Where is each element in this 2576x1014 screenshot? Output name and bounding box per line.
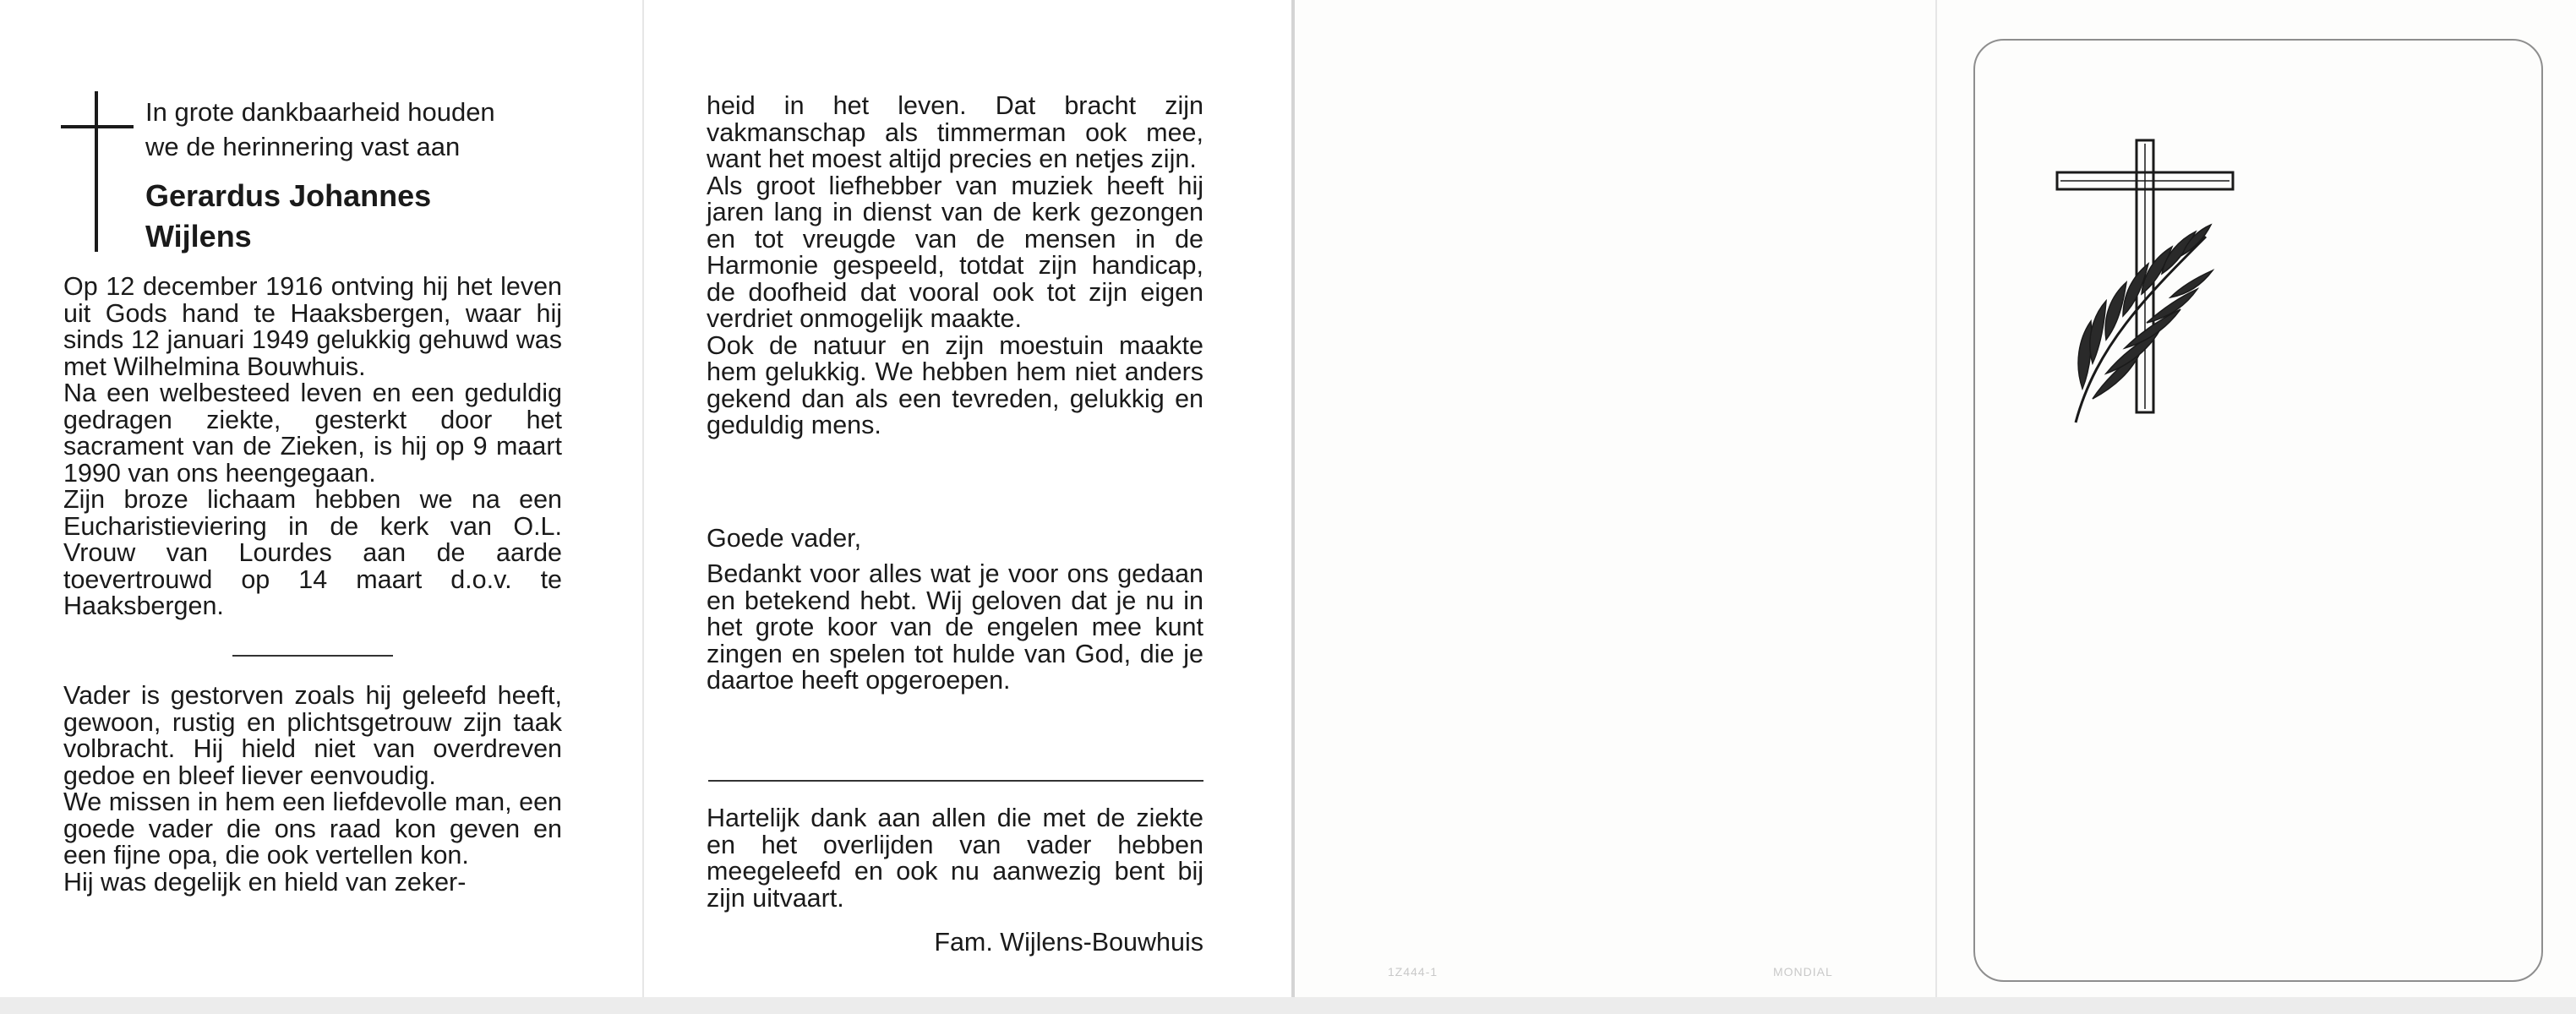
deceased-first-names: Gerardus Johannes — [145, 178, 432, 213]
paragraph: Vader is gestorven zoals hij geleefd heeft, gewoon, rustig en plichtsgetrouw zijn taak volbracht. Hij hield niet van overdreven gedoe en bleef liever eenvoudig. — [63, 681, 562, 790]
cross-icon-vertical — [95, 91, 98, 252]
paragraph: We missen in hem een liefdevolle man, een goede vader die ons raad kon geven en een fijne opa, die ook vertellen kon. — [63, 788, 562, 870]
paragraph: Hij was degelijk en hield van zeker- — [63, 867, 467, 897]
fold-line — [642, 0, 644, 1014]
scan-edge — [0, 997, 2576, 1014]
fold-line — [1935, 0, 1937, 1014]
greeting: Goede vader, — [707, 524, 862, 553]
tribute-text — [63, 683, 562, 896]
card-panel-blank — [1293, 0, 1935, 1014]
intro-line: we de herinnering vast aan — [145, 132, 461, 161]
publisher-mark: MONDIAL — [1773, 965, 1833, 979]
fold-line — [1291, 0, 1295, 1014]
intro-text — [145, 95, 585, 164]
paragraph: Hartelijk dank aan allen die met de ziekte en het overlijden van vader hebben meegeleefd en ook nu aanwezig bent bij zijn uitvaart. — [707, 804, 1203, 913]
paragraph: Zijn broze lichaam hebben we na een Eucharistieviering in de kerk van O.L. Vrouw van Lourdes aan de aarde toevertrouwd op 14 maart d.o.v. te Haaksbergen. — [63, 485, 562, 620]
paragraph: Als groot liefhebber van muziek heeft hij jaren lang in dienst van de kerk gezongen en tot vreugde van de mensen in de Harmonie gespeeld, totdat zijn handicap, de doofheid dat vooral ook tot zijn eigen verdriet onmogelijk maakte. — [707, 171, 1203, 333]
paragraph: Ook de natuur en zijn moestuin maakte hem gelukkig. We hebben hem niet anders gekend dan als een tevreden, gelukkig en geduldig mens. — [707, 330, 1203, 439]
family-thanks-text — [707, 805, 1203, 912]
palm-branch-icon — [2076, 225, 2213, 422]
farewell-text — [707, 561, 1203, 695]
paragraph: heid in het leven. Dat bracht zijn vakmanschap als timmerman ook mee, want het moest altijd precies en netjes zijn. — [707, 91, 1203, 173]
intro-line: In grote dankbaarheid houden — [145, 97, 495, 127]
deceased-surname: Wijlens — [145, 219, 252, 254]
paragraph: Bedankt voor alles wat je voor ons gedaan en betekend hebt. Wij geloven dat je nu in het grote koor van de engelen mee kunt zingen en spelen tot hulde van God, die je daartoe heeft opgeroepen. — [707, 559, 1203, 695]
family-signature: Fam. Wijlens-Bouwhuis — [934, 928, 1203, 957]
print-code: 1Z444-1 — [1388, 965, 1438, 979]
paragraph: Op 12 december 1916 ontving hij het leven uit Gods hand te Haaksbergen, waar hij sinds 12 januari 1949 gelukkig gehuwd was met Wilhelmina Bouwhuis. — [63, 272, 562, 381]
card-panel-text-left — [0, 0, 642, 1014]
biography-text — [63, 274, 562, 620]
paragraph: Na een welbesteed leven en een geduldig gedragen ziekte, gesterkt door het sacrament van de Zieken, is hij op 9 maart 1990 van ons heengegaan. — [63, 379, 562, 488]
divider — [232, 655, 393, 657]
deceased-name — [145, 176, 585, 257]
cross-with-palm-icon — [2045, 135, 2248, 439]
continuation-text — [707, 93, 1203, 439]
divider — [708, 780, 1203, 782]
cross-icon-horizontal — [61, 125, 134, 128]
